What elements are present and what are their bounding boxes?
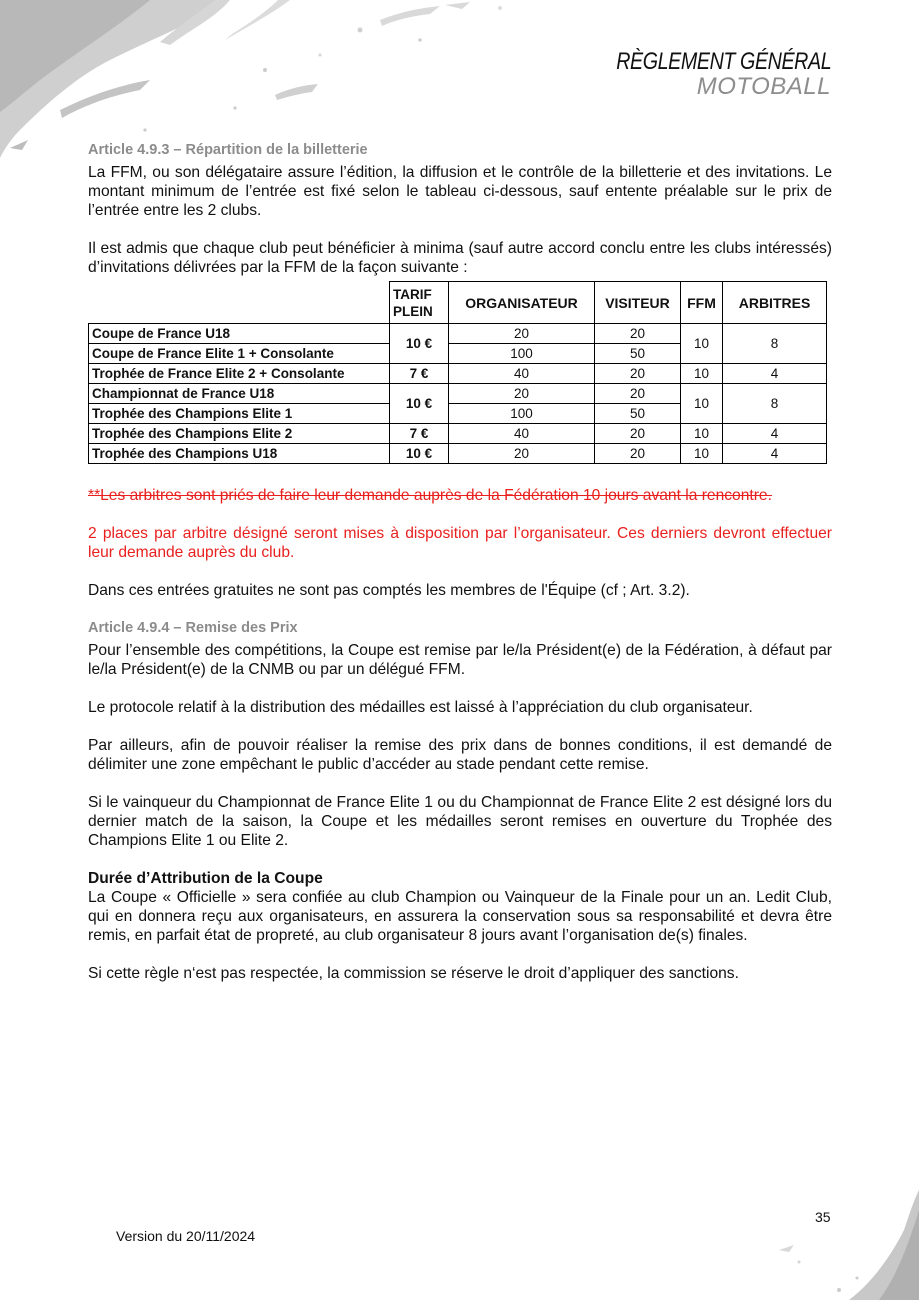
table-row — [89, 424, 827, 444]
competition-name: Trophée des Champions Elite 2 — [89, 424, 390, 444]
brush-splash-decoration-bottom — [739, 1190, 919, 1300]
ffm-value: 10 — [681, 324, 723, 364]
header-arbitres: ARBITRES — [723, 282, 827, 324]
arbitres-places-note: 2 places par arbitre désigné seront mises à disposition par l’organisateur. Ces derniers devront effectuer leur demande auprès du club. — [88, 525, 832, 561]
paragraph: Par ailleurs, afin de pouvoir réaliser la remise des prix dans de bonnes conditions, il est demandé de délimiter une zone empêchant le public d’accéder au stade pendant cette remise. — [88, 737, 832, 773]
visiteur-value: 20 — [595, 324, 681, 344]
paragraph: Il est admis que chaque club peut bénéficier à minima (sauf autre accord conclu entre les clubs intéressés) d’invitations délivrées par la FFM de la façon suivante : — [88, 240, 832, 276]
arbitres-value: 4 — [723, 444, 827, 464]
paragraph: La Coupe « Officielle » sera confiée au club Champion ou Vainqueur de la Finale pour un an. Ledit Club, qui en donnera reçu aux organisateurs, en assurera la conservation sous sa responsabilité et devra être remis, en parfait état de propreté, au club organisateur 8 jours avant l’organisation de(s) finales. — [88, 889, 832, 944]
header-tarif-plein: TARIF PLEIN — [390, 282, 449, 324]
ffm-value: 10 — [681, 444, 723, 464]
organisateur-value: 100 — [449, 404, 595, 424]
price: 7 € — [390, 424, 449, 444]
document-header — [569, 50, 831, 99]
price: 10 € — [390, 324, 449, 364]
organisateur-value: 40 — [449, 364, 595, 384]
competition-name: Trophée des Champions U18 — [89, 444, 390, 464]
paragraph: Pour l’ensemble des compétitions, la Coupe est remise par le/la Président(e) de la Fédération, à défaut par le/la Président(e) de la CNMB ou par un délégué FFM. — [88, 642, 832, 678]
organisateur-value: 100 — [449, 344, 595, 364]
competition-name: Trophée des Champions Elite 1 — [89, 404, 390, 424]
ffm-value: 10 — [681, 424, 723, 444]
paragraph: La FFM, ou son délégataire assure l’édition, la diffusion et le contrôle de la billetterie et des invitations. Le montant minimum de l’entrée est fixé selon le tableau ci-dessous, sauf entente préalable sur le prix de l’entrée entre les 2 clubs. — [88, 164, 832, 219]
price: 7 € — [390, 364, 449, 384]
price: 10 € — [390, 384, 449, 424]
table-row — [89, 384, 827, 404]
organisateur-value: 40 — [449, 424, 595, 444]
arbitres-value: 4 — [723, 424, 827, 444]
visiteur-value: 20 — [595, 424, 681, 444]
table-row — [89, 364, 827, 384]
article-4-9-3-title: Article 4.9.3 – Répartition de la billetterie — [88, 142, 368, 158]
competition-name: Coupe de France U18 — [89, 324, 390, 344]
table-row — [89, 324, 827, 344]
header-visiteur: VISITEUR — [595, 282, 681, 324]
version-footer: Version du 20/11/2024 — [116, 1228, 256, 1244]
paragraph: Dans ces entrées gratuites ne sont pas comptés les membres de l'Équipe (cf ; Art. 3.2). — [88, 582, 690, 599]
page-number: 35 — [815, 1209, 831, 1225]
paragraph: Si le vainqueur du Championnat de France Elite 1 ou du Championnat de France Elite 2 est désigné lors du dernier match de la saison, la Coupe et les médailles seront remises en ouverture du Trophée des Champions Elite 1 ou Elite 2. — [88, 794, 832, 849]
visiteur-value: 20 — [595, 384, 681, 404]
header-ffm: FFM — [681, 282, 723, 324]
arbitres-value: 8 — [723, 384, 827, 424]
competition-name: Coupe de France Elite 1 + Consolante — [89, 344, 390, 364]
header-organisateur: ORGANISATEUR — [449, 282, 595, 324]
article-4-9-4-title: Article 4.9.4 – Remise des Prix — [88, 620, 298, 636]
paragraph: Le protocole relatif à la distribution des médailles est laissé à l’appréciation du club organisateur. — [88, 699, 753, 716]
ffm-value: 10 — [681, 384, 723, 424]
organisateur-value: 20 — [449, 384, 595, 404]
organisateur-value: 20 — [449, 444, 595, 464]
header-title: RÈGLEMENT GÉNÉRAL — [615, 48, 831, 75]
price: 10 € — [390, 444, 449, 464]
ffm-value: 10 — [681, 364, 723, 384]
paragraph: Si cette règle n‘est pas respectée, la commission se réserve le droit d’appliquer des sanctions. — [88, 965, 739, 982]
visiteur-value: 50 — [595, 404, 681, 424]
visiteur-value: 50 — [595, 344, 681, 364]
table-row — [89, 444, 827, 464]
header-subtitle: MOTOBALL — [696, 73, 831, 100]
visiteur-value: 20 — [595, 444, 681, 464]
arbitres-value: 8 — [723, 324, 827, 364]
arbitres-value: 4 — [723, 364, 827, 384]
visiteur-value: 20 — [595, 364, 681, 384]
competition-name: Championnat de France U18 — [89, 384, 390, 404]
organisateur-value: 20 — [449, 324, 595, 344]
competition-name: Trophée de France Elite 2 + Consolante — [89, 364, 390, 384]
subheading-duree-attribution: Durée d’Attribution de la Coupe — [88, 870, 323, 887]
page-content — [88, 141, 832, 983]
table-header-row — [89, 282, 827, 324]
struck-arbitres-note: **Les arbitres sont priés de faire leur demande auprès de la Fédération 10 jours avant la rencontre. — [88, 487, 772, 504]
invitations-table — [88, 281, 827, 464]
